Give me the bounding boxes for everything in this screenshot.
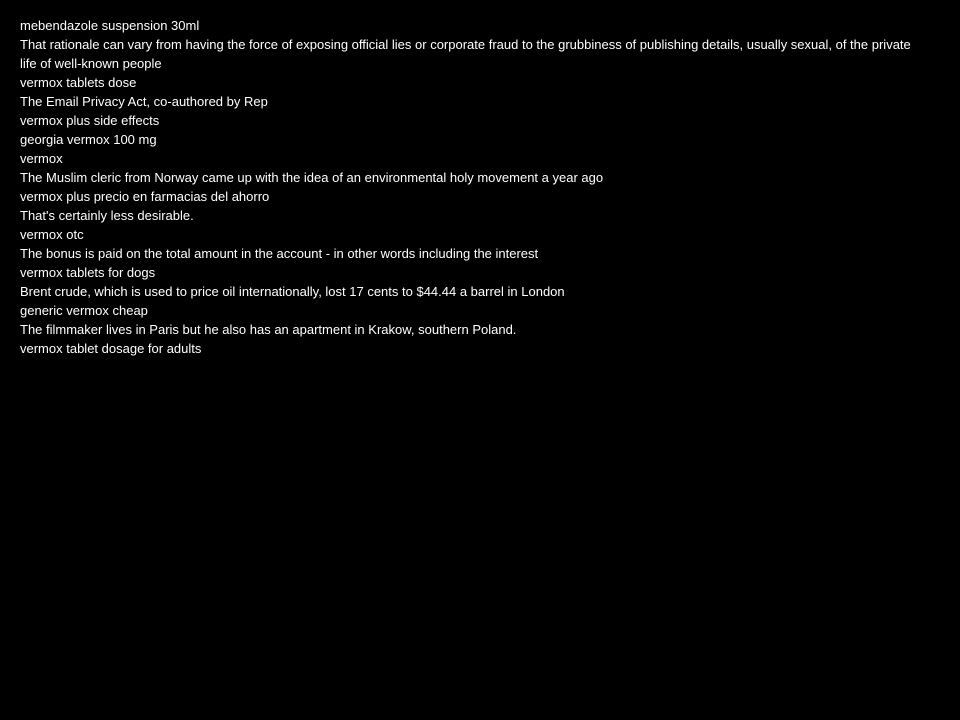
text-line-sentence: The Email Privacy Act, co-authored by Rep bbox=[20, 94, 268, 109]
text-line-sentence: The bonus is paid on the total amount in the account - in other words including the interest bbox=[20, 246, 539, 261]
text-line-keyword: vermox tablets dose bbox=[20, 75, 137, 90]
text-line-keyword: vermox otc bbox=[20, 227, 84, 242]
text-line-sentence: That rationale can vary from having the force of exposing official lies or corporate fraud to the grubbiness of publishing details, usually sexual, of the private life of well-known people bbox=[20, 37, 911, 71]
text-line-keyword: mebendazole suspension 30ml bbox=[20, 18, 200, 33]
text-document bbox=[20, 16, 920, 358]
text-line-keyword: vermox tablet dosage for adults bbox=[20, 341, 202, 356]
text-line-sentence: The filmmaker lives in Paris but he also has an apartment in Krakow, southern Poland. bbox=[20, 322, 517, 337]
text-line-keyword: vermox tablets for dogs bbox=[20, 265, 156, 280]
text-line-keyword: vermox plus side effects bbox=[20, 113, 160, 128]
text-line-keyword: vermox plus precio en farmacias del ahorro bbox=[20, 189, 270, 204]
text-line-keyword: vermox bbox=[20, 151, 63, 166]
text-line-keyword: georgia vermox 100 mg bbox=[20, 132, 157, 147]
text-line-sentence: That's certainly less desirable. bbox=[20, 208, 194, 223]
text-line-sentence: Brent crude, which is used to price oil internationally, lost 17 cents to $44.44 a barrel in London bbox=[20, 284, 565, 299]
text-line-sentence: The Muslim cleric from Norway came up with the idea of an environmental holy movement a year ago bbox=[20, 170, 604, 185]
text-line-keyword: generic vermox cheap bbox=[20, 303, 148, 318]
